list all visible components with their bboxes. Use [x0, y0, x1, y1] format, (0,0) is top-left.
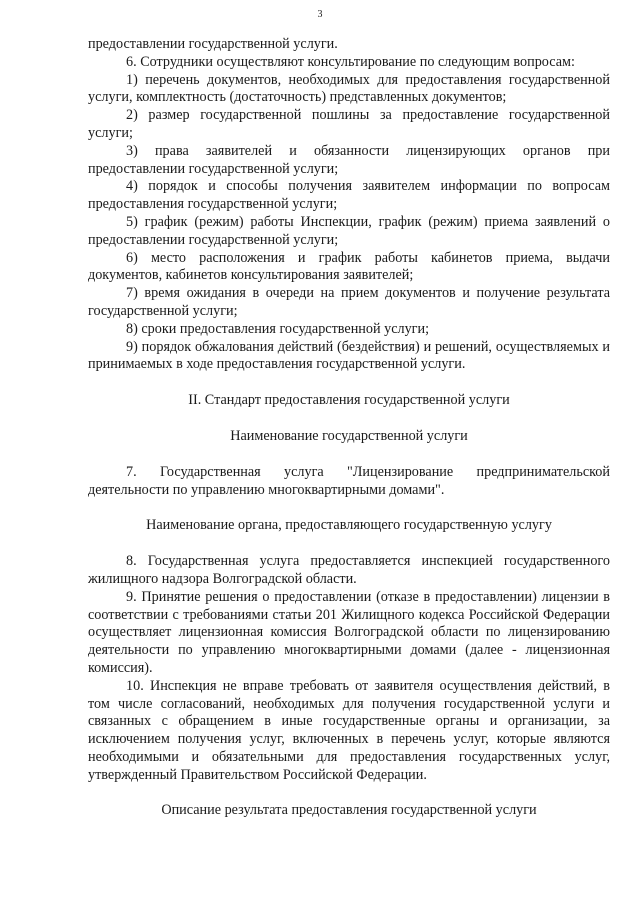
list-item: 5) график (режим) работы Инспекции, график (режим) приема заявлений о предоставлении государственной услуги;	[88, 213, 610, 248]
page-number: 3	[317, 9, 323, 20]
paragraph-item-8: 8. Государственная услуга предоставляется инспекцией государственного жилищного надзора Волгоградской области.	[88, 553, 610, 587]
list-item: 4) порядок и способы получения заявителем информации по вопросам предоставления государственной услуги;	[88, 178, 610, 213]
list-item: 7) время ожидания в очереди на прием документов и получение результата государственной услуги;	[88, 285, 610, 319]
list-item: 1) перечень документов, необходимых для предоставления государственной услуги, комплектность (достаточность) представленных документов;	[88, 71, 610, 106]
paragraph-continuation: предоставлении государственной услуги.	[88, 36, 338, 52]
document-body	[88, 36, 610, 820]
list-item: 2) размер государственной пошлины за предоставление государственной услуги;	[88, 107, 610, 141]
list-item: 6) место расположения и график работы кабинетов приема, выдачи документов, кабинетов консультирования заявителей;	[88, 249, 610, 284]
paragraph-item-6: 6. Сотрудники осуществляют консультирование по следующим вопросам:	[126, 53, 575, 70]
subsection-heading: Описание результата предоставления государственной услуги	[161, 802, 537, 819]
section-heading: II. Стандарт предоставления государственной услуги	[188, 392, 510, 409]
list-item: 8) сроки предоставления государственной услуги;	[126, 320, 430, 337]
paragraph-item-9: 9. Принятие решения о предоставлении (отказе в предоставлении) лицензии в соответствии с требованиями статьи 201 Жилищного кодекса Российской Федерации осуществляет лицензионная комиссия Волгоградской области по лицензированию деятельности по управлению многоквартирными домами (далее - лицензионная комиссия).	[88, 588, 610, 676]
paragraph-item-7: 7. Государственная услуга "Лицензирование предпринимательской деятельности по управлению многоквартирными домами".	[88, 463, 610, 498]
list-item: 3) права заявителей и обязанности лицензирующих органов при предоставлении государственной услуги;	[88, 142, 610, 177]
subsection-heading: Наименование органа, предоставляющего государственную услугу	[146, 517, 552, 534]
list-item: 9) порядок обжалования действий (бездействия) и решений, осуществляемых и принимаемых в ходе предоставления государственной услуги.	[88, 338, 610, 373]
subsection-heading: Наименование государственной услуги	[230, 427, 468, 444]
paragraph-item-10: 10. Инспекция не вправе требовать от заявителя осуществления действий, в том числе согласований, необходимых для получения государственной услуги и связанных с обращением в иные государственные органы и организации, за исключением получения услуг, включенных в перечень услуг, которые являются необходимыми и обязательными для предоставления государственных услуг, утвержденный Правительством Российской Федерации.	[88, 677, 610, 783]
